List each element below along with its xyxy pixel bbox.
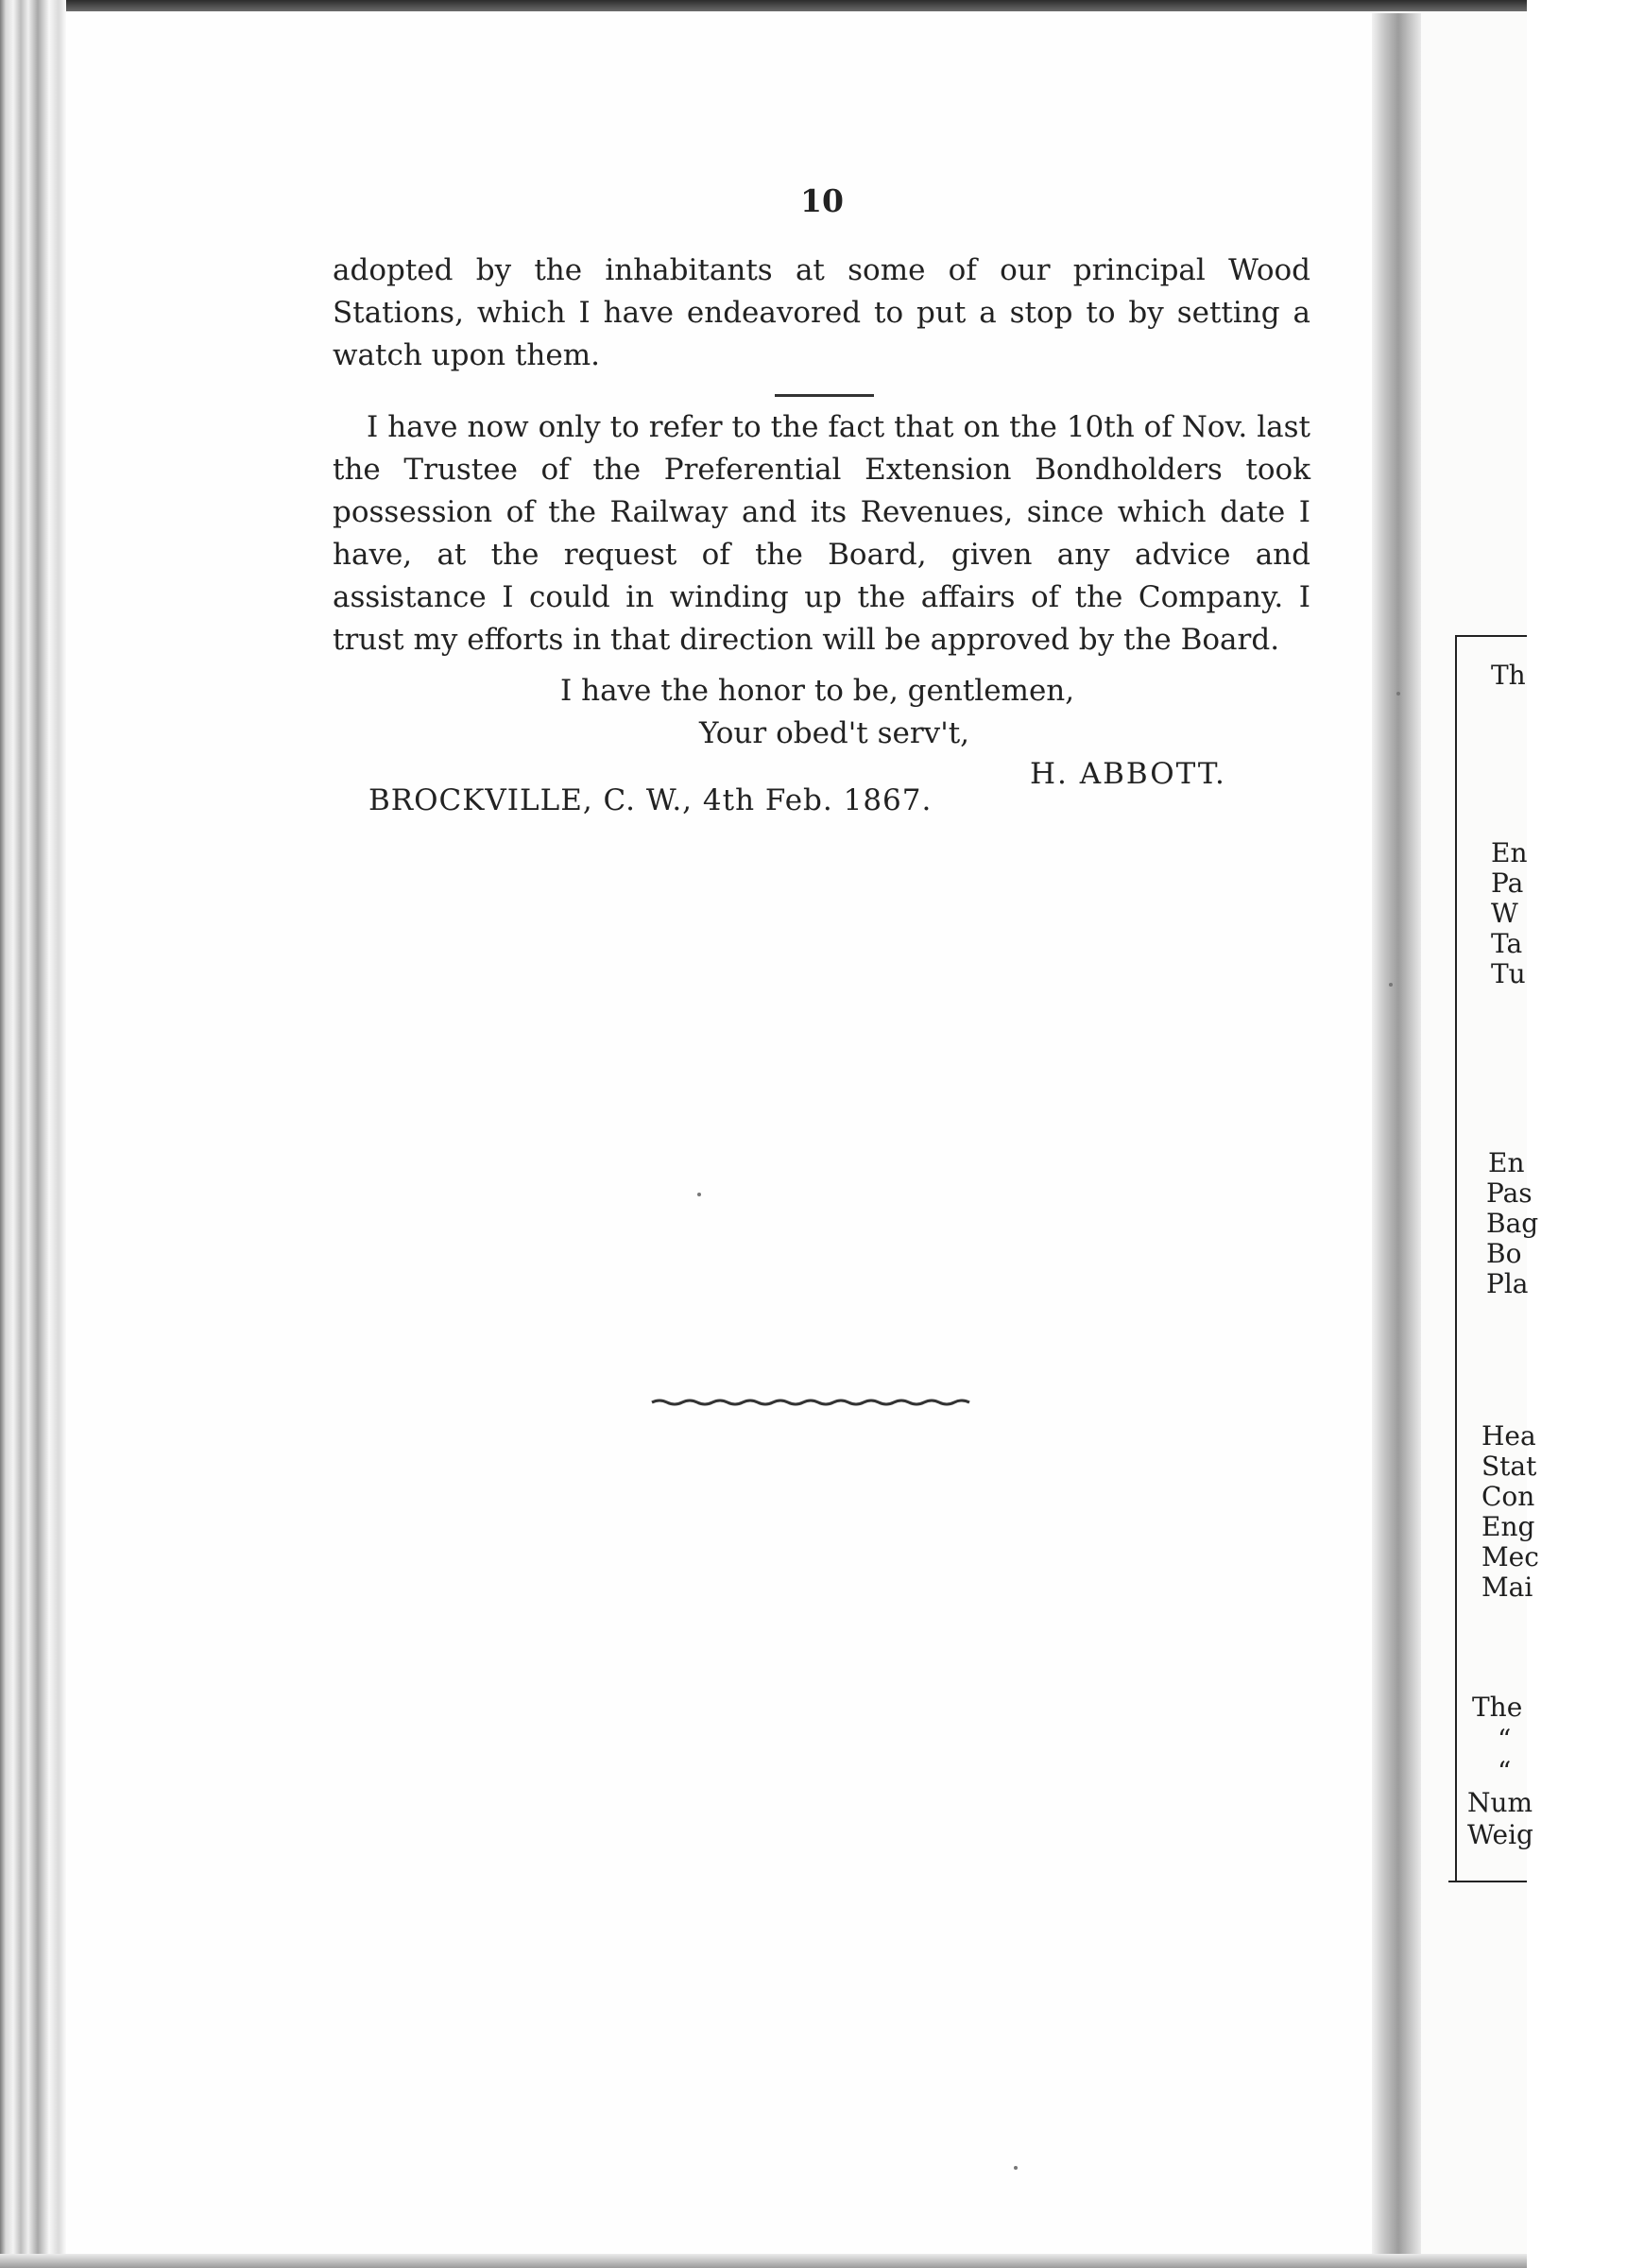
book-left-edge bbox=[0, 0, 66, 2268]
facing-page-fragment: “ bbox=[1498, 1756, 1512, 1787]
facing-page-fragment: The bbox=[1472, 1692, 1523, 1723]
section-rule bbox=[775, 394, 874, 397]
facing-page-fragment: Num bbox=[1467, 1787, 1533, 1818]
facing-page-fragment: Mai bbox=[1481, 1572, 1533, 1603]
facing-page-fragment: “ bbox=[1498, 1724, 1512, 1755]
facing-page-fragment: En bbox=[1488, 1147, 1525, 1178]
paragraph-continuation: adopted by the inhabitants at some of our principal Wood Stations, which I have endeavored to put a stop to by setting a watch upon them. bbox=[333, 253, 1310, 372]
facing-page-fragment: Bo bbox=[1486, 1238, 1522, 1269]
decorative-end-rule bbox=[650, 1397, 975, 1408]
scanner-top-edge bbox=[0, 0, 1527, 11]
scanner-bottom-edge bbox=[0, 2254, 1527, 2268]
facing-page-fragment: W bbox=[1491, 898, 1518, 929]
facing-page-fragment: Mec bbox=[1481, 1541, 1539, 1572]
facing-table-top-border bbox=[1455, 635, 1527, 637]
facing-page-fragment: Th bbox=[1491, 660, 1526, 691]
facing-page-fragment: Pa bbox=[1491, 868, 1524, 899]
speck bbox=[1014, 2166, 1018, 2170]
speck bbox=[697, 1193, 701, 1196]
speck bbox=[1389, 983, 1393, 987]
closing-line: I have the honor to be, gentlemen, bbox=[560, 674, 1075, 708]
facing-page-fragment: Stat bbox=[1481, 1451, 1537, 1482]
facing-page-fragment: Pas bbox=[1486, 1177, 1533, 1209]
book-gutter bbox=[1372, 13, 1421, 2268]
facing-page-fragment: En bbox=[1491, 837, 1528, 868]
facing-page-fragment: Eng bbox=[1481, 1511, 1535, 1542]
place-and-date: BROCKVILLE, C. W., 4th Feb. 1867. bbox=[368, 783, 933, 817]
facing-page-fragment: Ta bbox=[1491, 928, 1523, 959]
page-number: 10 bbox=[800, 182, 844, 219]
facing-page-fragment: Weig bbox=[1467, 1819, 1533, 1850]
speck bbox=[1396, 692, 1400, 696]
facing-page-fragment: Hea bbox=[1481, 1420, 1536, 1452]
closing-salutation: Your obed't serv't, bbox=[699, 716, 970, 750]
facing-page bbox=[1421, 13, 1527, 2268]
paragraph-board-report: I have now only to refer to the fact that on the 10th of Nov. last the Trustee of the Preferential Extension Bondholders took possession of the Railway and its Revenues, since which date I have, at the request of the Board, given any advice and assistance I could in winding up the affairs of the Company. I trust my efforts in that direction will be approved by the Board. bbox=[333, 410, 1310, 657]
facing-table-border bbox=[1455, 635, 1457, 1881]
facing-page-fragment: Con bbox=[1481, 1481, 1535, 1512]
facing-page-fragment: Pla bbox=[1486, 1268, 1529, 1299]
facing-page-fragment: Tu bbox=[1491, 958, 1526, 989]
facing-page-fragment: Bag bbox=[1486, 1208, 1539, 1239]
facing-table-bottom-border bbox=[1448, 1881, 1527, 1882]
signature: H. ABBOTT. bbox=[1030, 757, 1226, 791]
